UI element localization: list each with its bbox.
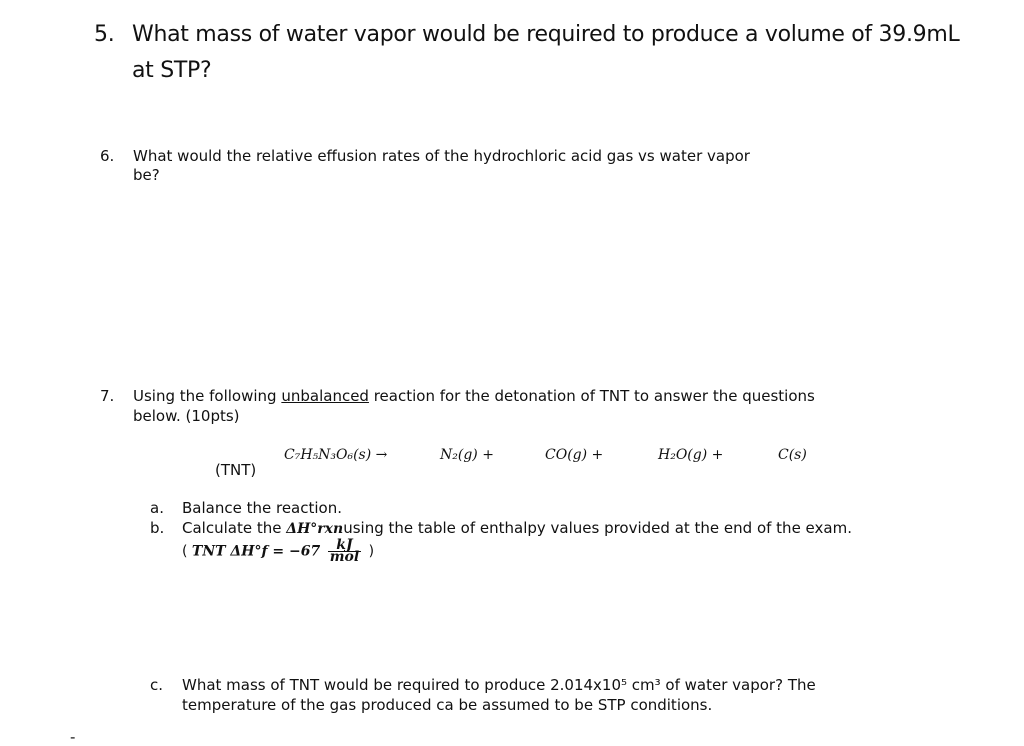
footer-mark: - [70, 728, 76, 746]
q6-line1: What would the relative effusion rates of the hydrochloric acid gas vs water vapor [133, 147, 750, 165]
reaction-product-co: CO(g) + [545, 447, 604, 463]
part-b-given [182, 537, 375, 565]
q7-line1-pre: Using the following [133, 387, 282, 405]
reaction-reactant: C₇H₅N₃O₆(s) → [284, 447, 388, 463]
part-b-post: using the table of enthalpy values provided at the end of the exam. [343, 519, 852, 537]
given-open-paren: ( [182, 543, 188, 560]
given-close-paren: ) [368, 543, 375, 560]
part-c-label: c. [150, 676, 164, 694]
q7-line1-post: reaction for the detonation of TNT to answer the questions [368, 387, 815, 405]
part-b-text [182, 519, 852, 537]
delta-h-rxn-symbol: ΔH°rxn [286, 521, 344, 537]
fraction-denominator: mol [329, 549, 360, 565]
q6-number: 6. [100, 147, 115, 165]
fraction-numerator: kJ [328, 540, 361, 552]
given-expression: TNT ΔH°f = −67 [191, 543, 321, 560]
reaction-product-h2o: H₂O(g) + [658, 447, 724, 463]
q6-line2: be? [133, 166, 160, 184]
part-c-line1: What mass of TNT would be required to produce 2.014x10⁵ cm³ of water vapor? The [182, 676, 816, 694]
given-fraction [328, 537, 361, 565]
part-a-label: a. [150, 499, 164, 517]
reaction-product-c: C(s) [778, 447, 807, 463]
part-c-line2: temperature of the gas produced ca be assumed to be STP conditions. [182, 696, 713, 714]
part-b-pre: Calculate the [182, 519, 287, 537]
tnt-label: (TNT) [215, 461, 257, 479]
reaction-product-n2: N₂(g) + [440, 447, 494, 463]
part-b-label: b. [150, 519, 165, 537]
q5-line1: What mass of water vapor would be required to produce a volume of 39.9mL [132, 22, 960, 47]
q7-number: 7. [100, 387, 115, 405]
q5-line2: at STP? [132, 58, 212, 83]
part-a-text: Balance the reaction. [182, 499, 342, 517]
q7-unbalanced: unbalanced [281, 387, 369, 405]
q7-line1 [133, 387, 815, 405]
q5-number: 5. [94, 22, 115, 47]
q7-line2: below. (10pts) [133, 407, 240, 425]
